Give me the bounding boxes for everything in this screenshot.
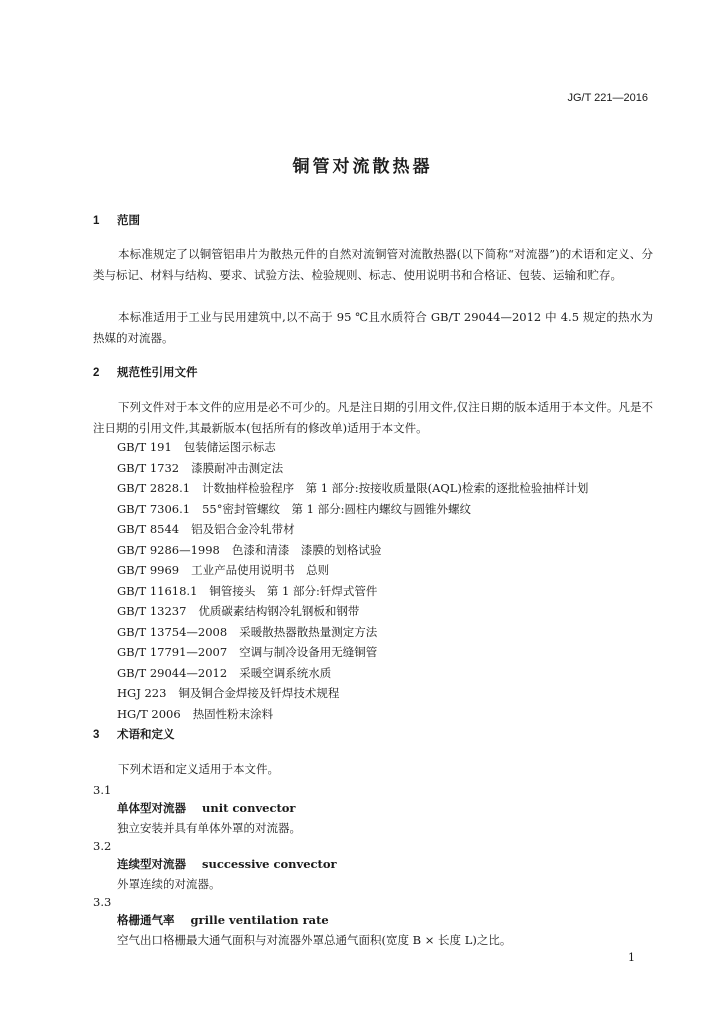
reference-item xyxy=(117,683,588,704)
reference-title: 计数抽样检验程序 第 1 部分:按接收质量限(AQL)检索的逐批检验抽样计划 xyxy=(202,481,589,495)
reference-title: 漆膜耐冲击测定法 xyxy=(191,460,284,475)
term-en: successive convector xyxy=(202,857,337,871)
standard-code-header: JG/T 221—2016 xyxy=(567,92,648,104)
section-2-intro: 下列文件对于本文件的应用是必不可少的。凡是注日期的引用文件,仅注日期的版本适用于本文件。凡是不注日期的引用文件,其最新版本(包括所有的修改单)适用于本文件。 xyxy=(93,400,653,435)
document-title: 铜管对流散热器 xyxy=(292,157,433,177)
section-2-heading xyxy=(93,364,198,380)
section-title: 术语和定义 xyxy=(117,729,175,741)
section-1-heading xyxy=(93,212,140,228)
reference-title: 55°密封管螺纹 第 1 部分:圆柱内螺纹与圆锥外螺纹 xyxy=(202,501,471,516)
term-definition: 空气出口格栅最大通气面积与对流器外罩总通气面积(宽度 B × 长度 L)之比。 xyxy=(117,933,512,947)
reference-code: GB/T 29044—2012 xyxy=(117,665,228,680)
reference-code: HGJ 223 xyxy=(117,686,167,700)
section-3-intro: 下列术语和定义适用于本文件。 xyxy=(118,762,279,776)
reference-title: 采暖散热器散热量测定方法 xyxy=(239,624,378,639)
term-heading xyxy=(117,856,337,872)
reference-item xyxy=(117,478,588,499)
normative-references-list xyxy=(117,437,588,724)
term-en: unit convector xyxy=(202,801,296,815)
reference-item xyxy=(117,581,588,602)
reference-item xyxy=(117,704,588,725)
term-heading xyxy=(117,912,329,928)
term-definition: 外罩连续的对流器。 xyxy=(117,877,221,891)
term-number: 3.1 xyxy=(93,783,112,797)
reference-item xyxy=(117,601,588,622)
reference-code: GB/T 191 xyxy=(117,440,172,454)
section-number: 3 xyxy=(93,729,100,741)
page-number: 1 xyxy=(628,951,635,964)
term-definition: 独立安装并具有单体外罩的对流器。 xyxy=(117,821,301,835)
reference-item xyxy=(117,519,588,540)
reference-title: 采暖空调系统水质 xyxy=(239,665,332,680)
reference-item xyxy=(117,663,588,684)
reference-code: GB/T 11618.1 xyxy=(117,583,198,598)
reference-item xyxy=(117,499,588,520)
term-en: grille ventilation rate xyxy=(190,913,329,927)
reference-title: 空调与制冷设备用无缝铜管 xyxy=(239,645,378,659)
section-1-paragraph-2: 本标准适用于工业与民用建筑中,以不高于 95 ℃且水质符合 GB/T 29044—2012 中 4.5 规定的热水为热媒的对流器。 xyxy=(93,310,653,345)
reference-title: 铜及铜合金焊接及钎焊技术规程 xyxy=(178,686,340,700)
reference-item xyxy=(117,560,588,581)
term-number: 3.2 xyxy=(93,839,112,853)
term-heading xyxy=(117,800,295,816)
reference-code: GB/T 1732 xyxy=(117,460,180,475)
term-number: 3.3 xyxy=(93,895,112,909)
term-zh: 连续型对流器 xyxy=(117,857,186,871)
reference-code: GB/T 13237 xyxy=(117,604,187,618)
term-zh: 单体型对流器 xyxy=(117,801,186,815)
reference-item xyxy=(117,540,588,561)
section-1-paragraph-1: 本标准规定了以铜管铝串片为散热元件的自然对流铜管对流散热器(以下简称“对流器”)的术语和定义、分类与标记、材料与结构、要求、试验方法、检验规则、标志、使用说明书和合格证、包装、运输和贮存。 xyxy=(93,247,653,282)
reference-code: GB/T 17791—2007 xyxy=(117,645,228,659)
reference-code: GB/T 9969 xyxy=(117,563,180,577)
section-3-heading xyxy=(93,726,175,742)
reference-item xyxy=(117,437,588,458)
section-number: 1 xyxy=(93,215,100,227)
reference-item xyxy=(117,622,588,643)
section-number: 2 xyxy=(93,367,100,379)
reference-code: GB/T 8544 xyxy=(117,522,180,536)
reference-code: GB/T 9286—1998 xyxy=(117,542,220,557)
section-title: 范围 xyxy=(117,215,140,227)
reference-code: GB/T 2828.1 xyxy=(117,481,191,495)
reference-title: 铝及铝合金冷轧带材 xyxy=(191,522,295,536)
section-title: 规范性引用文件 xyxy=(117,367,198,379)
reference-title: 铜管接头 第 1 部分:钎焊式管件 xyxy=(209,583,378,598)
reference-code: GB/T 13754—2008 xyxy=(117,624,228,639)
reference-title: 工业产品使用说明书 总则 xyxy=(191,563,330,577)
reference-title: 色漆和清漆 漆膜的划格试验 xyxy=(231,542,382,557)
reference-code: GB/T 7306.1 xyxy=(117,501,191,516)
reference-title: 包装储运图示标志 xyxy=(183,440,276,454)
reference-code: HG/T 2006 xyxy=(117,706,181,721)
reference-item xyxy=(117,458,588,479)
reference-title: 热固性粉末涂料 xyxy=(192,706,274,721)
reference-item xyxy=(117,642,588,663)
reference-title: 优质碳素结构钢冷轧钢板和钢带 xyxy=(198,604,360,618)
term-zh: 格栅通气率 xyxy=(117,913,175,927)
